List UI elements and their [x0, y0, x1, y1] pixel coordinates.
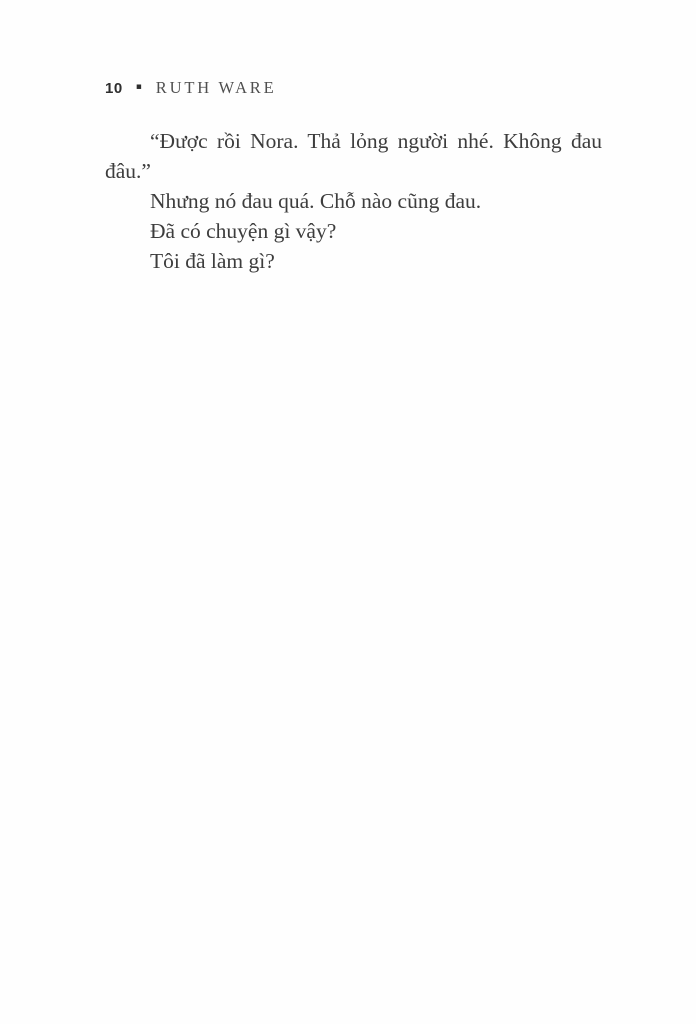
running-title: RUTH WARE	[155, 78, 277, 97]
paragraph-thought: Tôi đã làm gì?	[150, 249, 275, 273]
square-bullet-icon: ▪	[135, 82, 142, 92]
paragraph-thought: Đã có chuyện gì vậy?	[150, 219, 337, 243]
page-body	[105, 126, 602, 276]
paragraph-narration: Nhưng nó đau quá. Chỗ nào cũng đau.	[150, 189, 482, 213]
page-header	[105, 78, 276, 98]
paragraph-dialogue: “Được rồi Nora. Thả lỏng người nhé. Không đau đâu.”	[105, 129, 602, 183]
page-number: 10	[105, 79, 123, 97]
